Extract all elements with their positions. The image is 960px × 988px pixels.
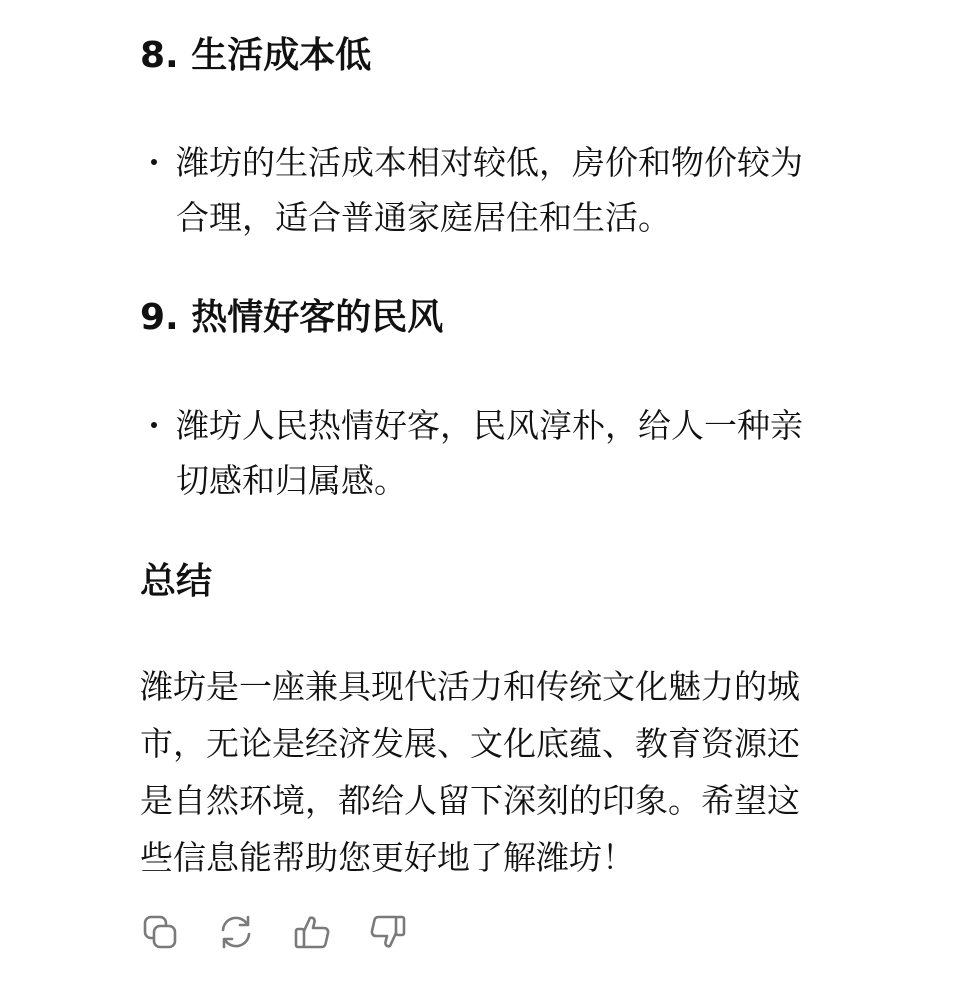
- bullet-line: 潍坊的生活成本相对较低，房价和物价较为: [176, 143, 803, 182]
- bullet-text: [176, 135, 896, 245]
- thumbs-up-button[interactable]: [292, 912, 332, 952]
- section-heading-hospitality: 9. 热情好客的民风: [140, 297, 444, 338]
- copy-button[interactable]: [140, 912, 180, 952]
- bullet-text: [176, 398, 896, 508]
- summary-heading: 总结: [140, 561, 213, 602]
- regenerate-icon: [216, 912, 256, 952]
- bullet-dot: [151, 159, 157, 165]
- summary-line: 市，无论是经济发展、文化底蕴、教育资源还: [140, 724, 800, 763]
- copy-icon: [140, 912, 180, 952]
- thumbs-down-button[interactable]: [368, 912, 408, 952]
- bullet-line: 潍坊人民热情好客，民风淳朴，给人一种亲: [176, 406, 803, 445]
- section-heading-living-cost: 8. 生活成本低: [140, 35, 372, 76]
- summary-line: 潍坊是一座兼具现代活力和传统文化魅力的城: [140, 667, 800, 706]
- summary-line: 是自然环境，都给人留下深刻的印象。希望这: [140, 781, 800, 820]
- summary-line: 些信息能帮助您更好地了解潍坊！: [140, 838, 635, 877]
- thumbs-down-icon: [368, 912, 408, 952]
- summary-paragraph: [140, 658, 900, 886]
- thumbs-up-icon: [292, 912, 332, 952]
- message-action-bar: [140, 910, 408, 954]
- regenerate-button[interactable]: [216, 912, 256, 952]
- bullet-line: 切感和归属感。: [176, 461, 407, 500]
- bullet-dot: [151, 422, 157, 428]
- bullet-line: 合理，适合普通家庭居住和生活。: [176, 198, 671, 237]
